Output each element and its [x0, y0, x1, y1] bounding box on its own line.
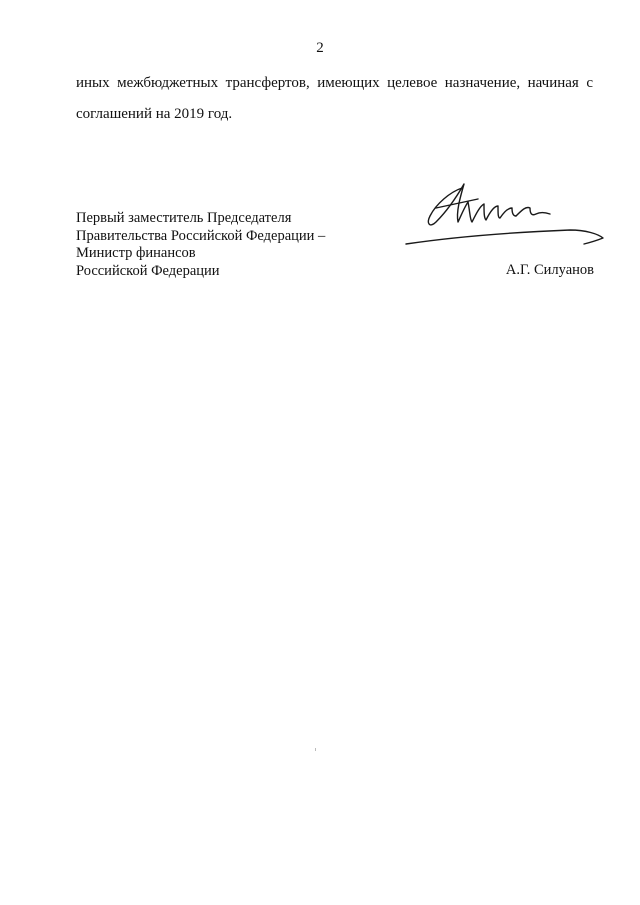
body-word: имеющих	[317, 75, 380, 91]
body-word: межбюджетных	[117, 75, 219, 91]
body-text-line-1	[76, 75, 593, 92]
signatory-title	[76, 210, 325, 280]
signatory-title-line: Российской Федерации	[76, 262, 220, 279]
page-number: 2	[316, 40, 324, 56]
body-word: начиная	[527, 75, 579, 91]
body-word: иных	[76, 75, 110, 91]
body-word: с	[586, 75, 593, 91]
body-word: назначение,	[444, 75, 521, 91]
body-text-line-2: соглашений на 2019 год.	[76, 106, 233, 122]
scan-artifact	[315, 748, 316, 751]
signatory-title-line: Правительства Российской Федерации –	[76, 227, 326, 244]
signatory-title-line: Первый заместитель Председателя	[76, 210, 292, 226]
handwritten-signature	[400, 178, 606, 250]
signatory-title-line: Министр финансов	[76, 245, 196, 261]
body-word: трансфертов,	[225, 75, 310, 91]
signer-name: А.Г. Силуанов	[505, 262, 594, 278]
body-word: целевое	[387, 75, 438, 91]
